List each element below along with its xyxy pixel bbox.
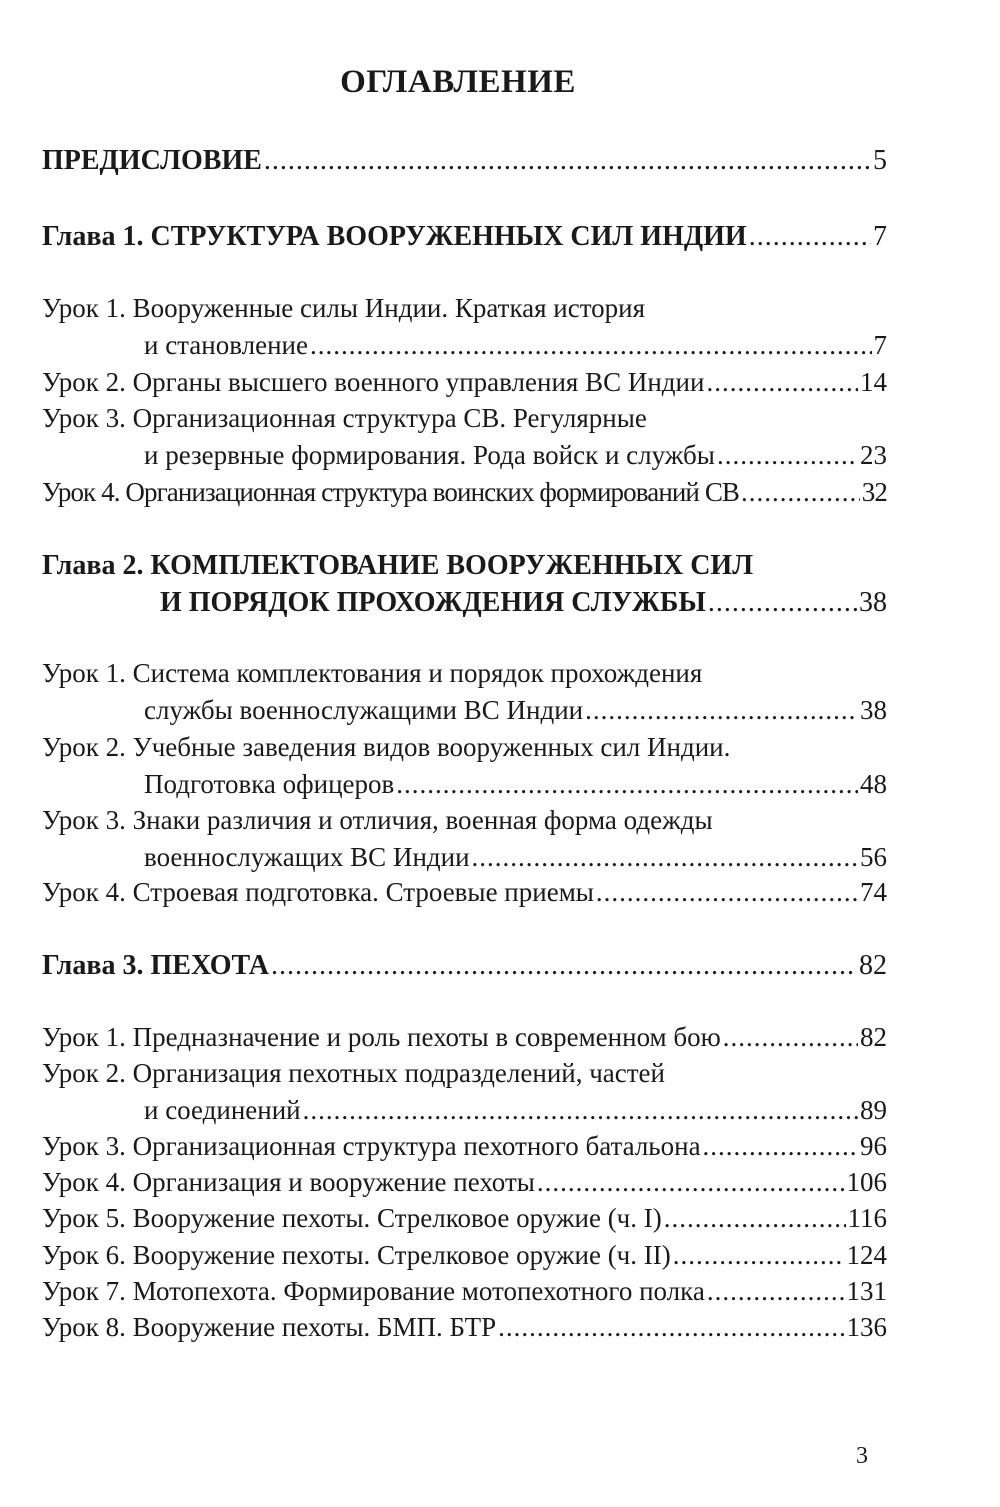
- dot-leader: [706, 364, 858, 401]
- dot-leader: [396, 766, 858, 803]
- toc-entry-title: Урок 2. Организация пехотных подразделений, частей: [42, 1058, 665, 1088]
- page-title: ОГЛАВЛЕНИЕ: [340, 64, 576, 100]
- toc-entry-title-continued: и становление: [144, 330, 308, 360]
- toc-entry-title: Урок 4. Строевая подготовка. Строевые приемы: [42, 877, 594, 907]
- toc-entry-title: Урок 3. Организационная структура пехотного батальона: [42, 1131, 701, 1161]
- toc-entry-preface: [42, 142, 887, 179]
- toc-entry-title: Урок 3. Организационная структура СВ. Регулярные: [42, 403, 647, 433]
- toc-entry-title-continued: И ПОРЯДОК ПРОХОЖДЕНИЯ СЛУЖБЫ: [160, 587, 706, 618]
- toc-entry-title: Глава 2. КОМПЛЕКТОВАНИЕ ВООРУЖЕННЫХ СИЛ: [42, 550, 754, 581]
- page-footer-number: 3: [856, 1443, 868, 1469]
- toc-page-number: 56: [860, 842, 887, 872]
- toc-page-number: 82: [859, 950, 887, 981]
- toc-page-number: 116: [847, 1203, 887, 1233]
- toc-entry-chapter-3: [42, 947, 887, 984]
- toc-entry-ch3-lesson-7: [42, 1273, 887, 1310]
- toc-page-number: 136: [846, 1312, 887, 1342]
- toc-entry-title-continued: службы военнослужащими ВС Индии: [144, 695, 584, 725]
- toc-entry-ch3-lesson-6: [42, 1237, 887, 1274]
- dot-leader: [585, 692, 858, 729]
- toc-entry-title: Урок 6. Вооружение пехоты. Стрелковое оружие (ч. II): [42, 1240, 671, 1270]
- toc-entry-title: Урок 4. Организационная структура воинских формирований СВ: [42, 477, 740, 507]
- toc-entry-title-continued: и резервные формирования. Рода войск и службы: [144, 440, 715, 470]
- toc-page-number: 38: [859, 587, 887, 618]
- toc-page-number: 14: [860, 367, 887, 397]
- dot-leader: [707, 1273, 845, 1310]
- toc-entry-ch3-lesson-8: [42, 1309, 887, 1346]
- toc-entry-title: Глава 3. ПЕХОТА: [42, 950, 270, 981]
- toc-entry-ch3-lesson-4: [42, 1164, 887, 1201]
- dot-leader: [264, 142, 871, 179]
- toc-entry-ch1-lesson-2: [42, 364, 887, 401]
- toc-entry-title: Урок 1. Предназначение и роль пехоты в современном бою: [42, 1022, 721, 1052]
- toc-entry-ch2-lesson-3: [42, 802, 887, 876]
- toc-page-number: 89: [860, 1095, 887, 1125]
- toc-entry-title: Глава 1. СТРУКТУРА ВООРУЖЕННЫХ СИЛ ИНДИИ: [42, 221, 747, 252]
- dot-leader: [271, 947, 857, 984]
- dot-leader: [310, 327, 872, 364]
- toc-entry-ch2-lesson-4: [42, 874, 887, 911]
- toc-page-number: 82: [860, 1022, 887, 1052]
- dot-leader: [703, 1128, 858, 1165]
- toc-entry-title-continued: военнослужащих ВС Индии: [144, 842, 470, 872]
- toc-page-number: 74: [860, 877, 887, 907]
- toc-entry-ch1-lesson-4: [42, 474, 887, 511]
- toc-entry-title: Урок 1. Вооруженные силы Индии. Краткая история: [42, 293, 646, 323]
- toc-entry-title-continued: и соединений: [144, 1095, 301, 1125]
- toc-page-number: 5: [873, 145, 887, 176]
- toc-entry-ch3-lesson-2: [42, 1055, 887, 1129]
- toc-page-number: 131: [846, 1276, 887, 1306]
- toc-page-number: 38: [860, 695, 887, 725]
- toc-page-number: 106: [846, 1167, 887, 1197]
- toc-entry-ch2-lesson-2: [42, 729, 887, 803]
- toc-entry-title: Урок 2. Учебные заведения видов вооруженных сил Индии.: [42, 732, 731, 762]
- toc-entry-title-continued: Подготовка офицеров: [144, 769, 395, 799]
- toc-entry-chapter-2: [42, 547, 887, 621]
- toc-page-number: 32: [861, 477, 887, 507]
- toc-entry-ch3-lesson-5: [42, 1200, 887, 1237]
- dot-leader: [537, 1164, 845, 1201]
- dot-leader: [723, 1019, 858, 1056]
- toc-entry-ch1-lesson-3: [42, 400, 887, 474]
- toc-page-number: 96: [860, 1131, 887, 1161]
- dot-leader: [498, 1309, 844, 1346]
- toc-entry-title: ПРЕДИСЛОВИЕ: [42, 145, 262, 176]
- dot-leader: [303, 1092, 858, 1129]
- toc-page-number: 7: [873, 221, 887, 252]
- dot-leader: [664, 1200, 846, 1237]
- toc-entry-title: Урок 5. Вооружение пехоты. Стрелковое оружие (ч. I): [42, 1203, 662, 1233]
- toc-page-number: 48: [860, 769, 887, 799]
- dot-leader: [472, 839, 858, 876]
- toc-page-number: 23: [860, 440, 887, 470]
- toc-entry-title: Урок 3. Знаки различия и отличия, военная форма одежды: [42, 805, 713, 835]
- dot-leader: [741, 474, 860, 511]
- toc-page-number: 7: [873, 330, 887, 360]
- dot-leader: [708, 584, 857, 621]
- toc-page-number: 124: [846, 1240, 887, 1270]
- dot-leader: [717, 437, 858, 474]
- toc-entry-ch2-lesson-1: [42, 655, 887, 729]
- toc-entry-title: Урок 7. Мотопехота. Формирование мотопехотного полка: [42, 1276, 705, 1306]
- toc-entry-title: Урок 8. Вооружение пехоты. БМП. БТР: [42, 1312, 497, 1342]
- toc-entry-chapter-1: [42, 218, 887, 255]
- toc-entry-ch3-lesson-1: [42, 1019, 887, 1056]
- toc-entry-ch3-lesson-3: [42, 1128, 887, 1165]
- toc-entry-title: Урок 2. Органы высшего военного управления ВС Индии: [42, 367, 705, 397]
- dot-leader: [673, 1237, 845, 1274]
- dot-leader: [596, 874, 858, 911]
- toc-entry-title: Урок 1. Система комплектования и порядок прохождения: [42, 658, 703, 688]
- toc-entry-title: Урок 4. Организация и вооружение пехоты: [42, 1167, 535, 1197]
- dot-leader: [749, 218, 871, 255]
- toc-entry-ch1-lesson-1: [42, 290, 887, 364]
